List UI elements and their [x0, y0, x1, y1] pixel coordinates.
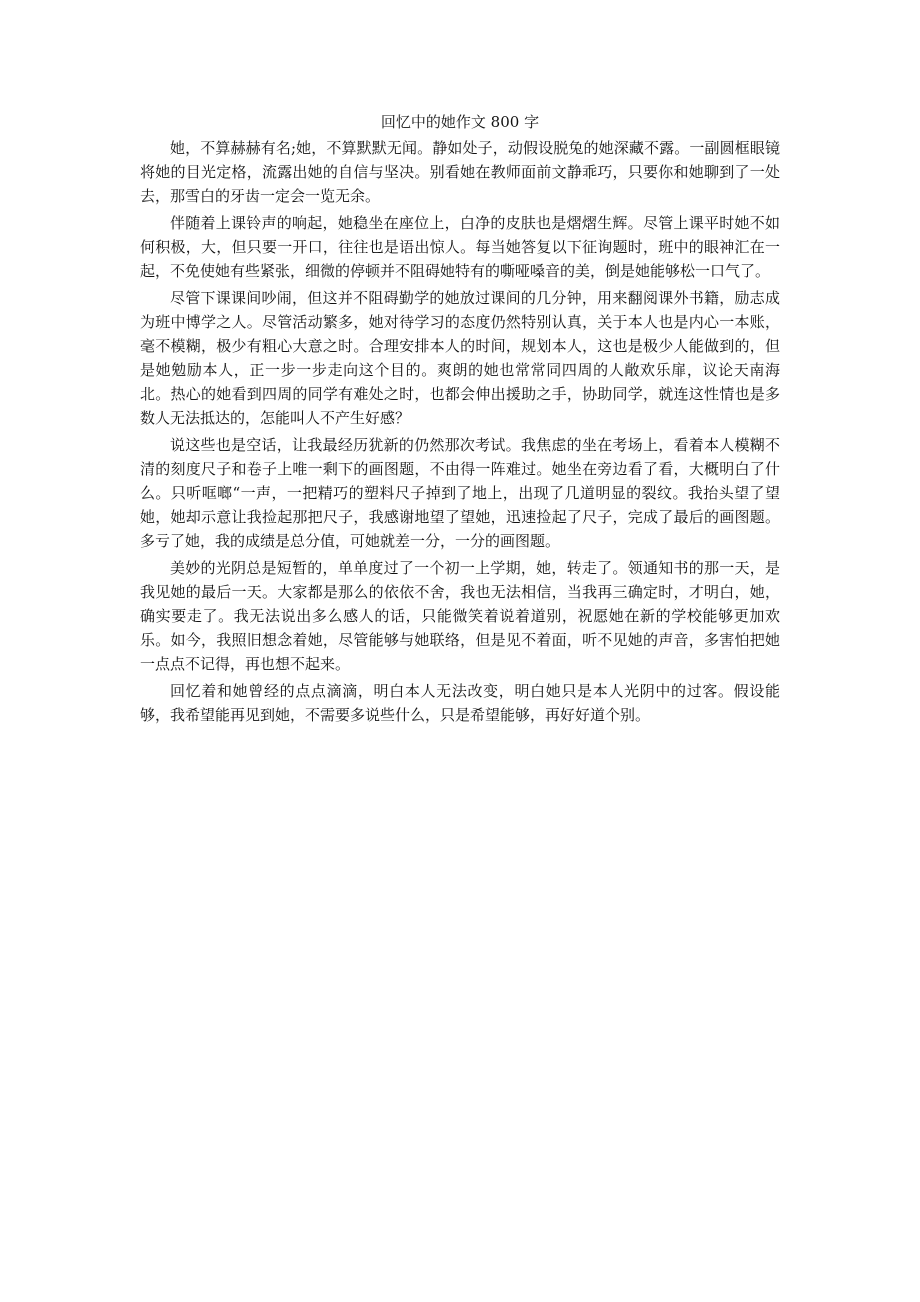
paragraph-6: 回忆着和她曾经的点点滴滴，明白本人无法改变，明白她只是本人光阴中的过客。假设能够，我希望能再见到她，不需要多说些什么，只是希望能够，再好好道个别。: [140, 682, 780, 724]
paragraph-2: 伴随着上课铃声的响起，她稳坐在座位上，白净的皮肤也是熠熠生辉。尽管上课平时她不如何积极，大，但只要一开口，往往也是语出惊人。每当她答复以下征询题时，班中的眼神汇在一起，不免使她有些紧张，细微的停顿并不阻碍她特有的嘶哑嗓音的美，倒是她能够松一口气了。: [140, 214, 780, 280]
paragraph-5: 美妙的光阴总是短暂的，单单度过了一个初一上学期，她，转走了。领通知书的那一天，是我见她的最后一天。大家都是那么的依依不舍，我也无法相信，当我再三确定时，才明白，她，确实要走了。我无法说出多么感人的话，只能微笑着说着道别，祝愿她在新的学校能够更加欢乐。如今，我照旧想念着她，尽管能够与她联络，但是见不着面，听不见她的声音，多害怕把她一点点不记得，再也想不起来。: [140, 559, 780, 673]
document-body: [140, 110, 780, 730]
paragraph-4: 说这些也是空话，让我最经历犹新的仍然那次考试。我焦虑的坐在考场上，看着本人模糊不清的刻度尺子和卷子上唯一剩下的画图题，不由得一阵难过。她坐在旁边看了看，大概明白了什么。只听哐啷“一声，一把精巧的塑料尺子掉到了地上，出现了几道明显的裂纹。我抬头望了望她，她却示意让我捡起那把尺子，我感谢地望了望她，迅速捡起了尺子，完成了最后的画图题。多亏了她，我的成绩是总分值，可她就差一分，一分的画图题。: [140, 436, 780, 550]
paragraph-3: 尽管下课课间吵闹，但这并不阻碍勤学的她放过课间的几分钟，用来翻阅课外书籍，励志成为班中博学之人。尽管活动繁多，她对待学习的态度仍然特别认真，关于本人也是内心一本账，毫不模糊，极少有粗心大意之时。合理安排本人的时间，规划本人，这也是极少人能做到的，但是她勉励本人，正一步一步走向这个目的。爽朗的她也常常同四周的人敞欢乐扉，议论天南海北。热心的她看到四周的同学有难处之时，也都会伸出援助之手，协助同学，就连这性情也是多数人无法抵达的，怎能叫人不产生好感？: [140, 289, 780, 427]
paragraph-1: 她，不算赫赫有名;她，不算默默无闻。静如处子，动假设脱兔的她深藏不露。一副圆框眼镜将她的目光定格，流露出她的自信与坚决。别看她在教师面前文静乖巧，只要你和她聊到了一处去，那雪白的牙齿一定会一览无余。: [140, 139, 780, 205]
document-title: 回忆中的她作文 800 字: [380, 113, 540, 131]
